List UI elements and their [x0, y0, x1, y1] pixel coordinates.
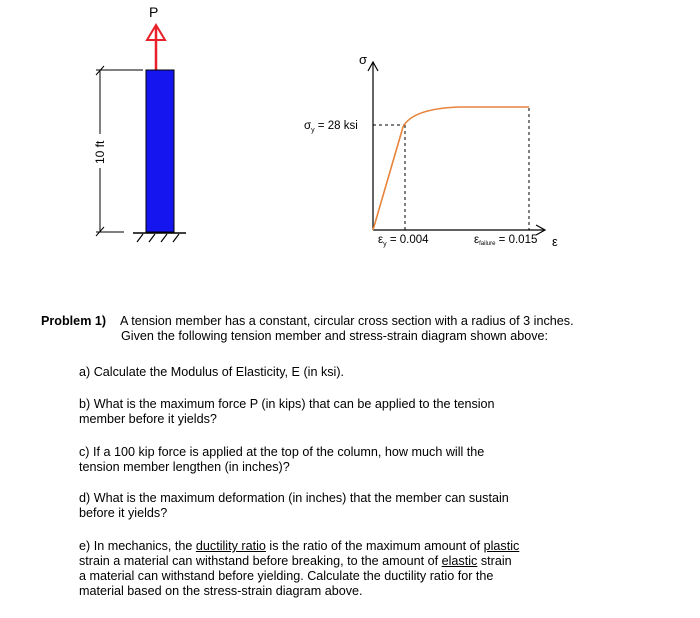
part-c — [79, 445, 599, 475]
part-c-line-1: c) If a 100 kip force is applied at the top of the column, how much will the — [79, 445, 485, 459]
problem-intro — [120, 314, 660, 344]
yield-strain-label: $\varepsilon_y = 0.004$ — [378, 234, 429, 248]
part-e-line-1: e) In mechanics, the ductility ratio is the ratio of the maximum amount of plastic — [79, 539, 520, 553]
part-a-text: a) Calculate the Modulus of Elasticity, E (in ksi). — [79, 365, 345, 379]
part-d-line-2: before it yields? — [79, 506, 168, 520]
part-b — [79, 397, 599, 427]
failure-strain-label: εfailure = 0.015 — [474, 234, 538, 247]
problem-label: Problem 1) — [41, 314, 107, 328]
ductility-ratio-term: ductility ratio — [195, 539, 266, 553]
part-b-line-1: b) What is the maximum force P (in kips) that can be applied to the tension — [79, 397, 495, 411]
part-e-line-4: material based on the stress-strain diagram above. — [79, 584, 363, 598]
part-c-line-2: tension member lengthen (in inches)? — [79, 460, 290, 474]
part-e-line-3: a material can withstand before yielding. Calculate the ductility ratio for the — [79, 569, 494, 583]
elastic-term: elastic — [441, 554, 478, 568]
stress-strain-diagram — [304, 52, 558, 249]
stress-axis-label: σ — [359, 52, 368, 67]
member-bar — [146, 70, 174, 232]
part-b-line-2: member before it yields? — [79, 412, 217, 426]
stress-strain-curve — [373, 107, 529, 230]
part-d — [79, 491, 599, 521]
part-a — [79, 365, 599, 380]
dashed-guides — [373, 108, 529, 230]
length-label: 10 ft — [93, 140, 107, 164]
figure — [0, 0, 700, 300]
load-label: P — [149, 4, 159, 20]
tension-member-diagram — [93, 4, 186, 242]
strain-axis-label: ε — [552, 234, 558, 249]
intro-line-2: Given the following tension member and stress-strain diagram shown above: — [121, 329, 549, 343]
intro-line-1: A tension member has a constant, circular cross section with a radius of 3 inches. — [120, 314, 574, 328]
yield-stress-label: $\sigma_y = 28$ ksi — [304, 120, 358, 134]
part-e — [79, 539, 599, 599]
part-d-line-1: d) What is the maximum deformation (in inches) that the member can sustain — [79, 491, 509, 505]
part-e-line-2: strain a material can withstand before breaking, to the amount of elastic strain — [79, 554, 512, 568]
support-hatching — [137, 234, 179, 242]
plastic-term: plastic — [483, 539, 520, 553]
